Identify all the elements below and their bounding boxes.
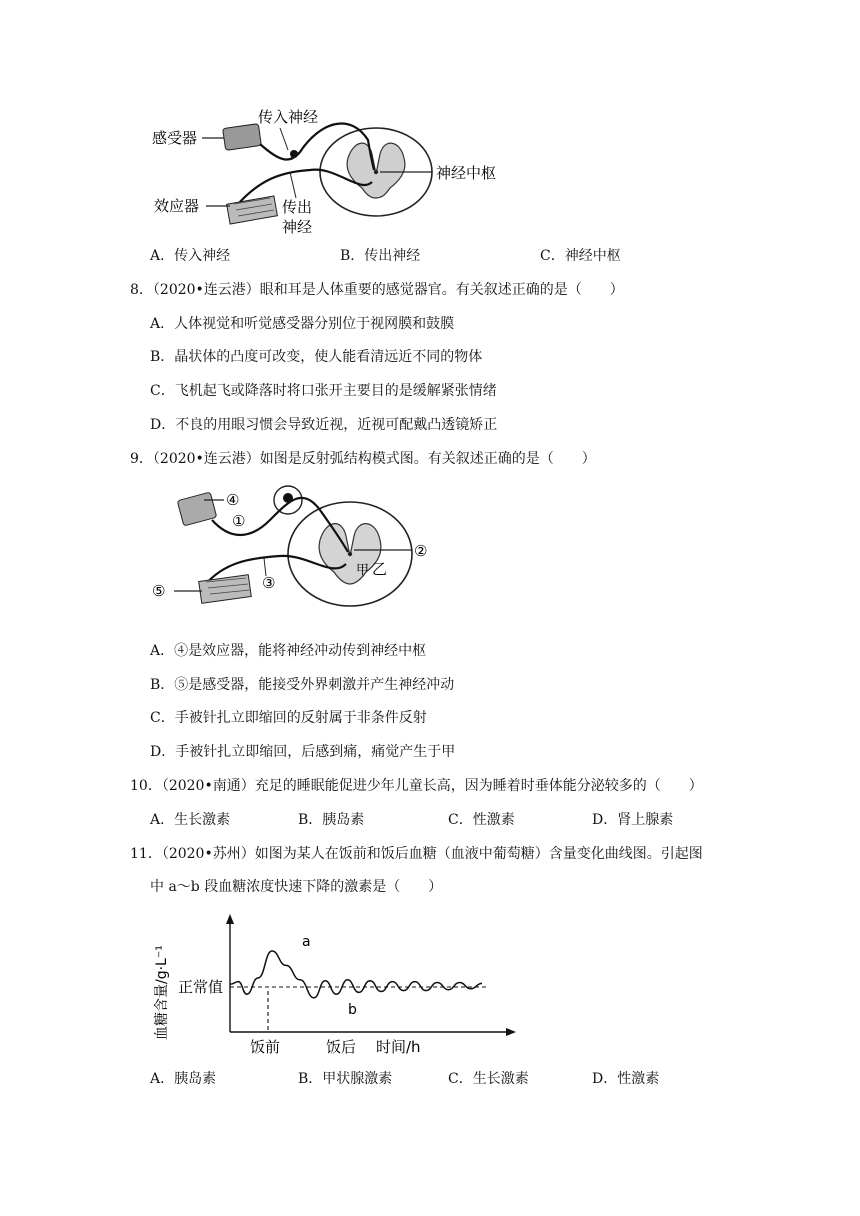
q10-option-c: C．性激素	[448, 812, 515, 828]
label-yi: 乙	[372, 560, 388, 578]
x-tick-after-meal: 饭后	[326, 1038, 357, 1056]
ganglion-dot	[290, 150, 298, 158]
efferent-pointer	[290, 172, 296, 198]
label-3: ③	[262, 574, 276, 592]
reflex-arc-figure-q9	[140, 480, 440, 610]
point-label-a: a	[302, 934, 311, 950]
label-4: ④	[226, 491, 240, 509]
label-1: ①	[232, 512, 246, 530]
q11-option-c: C．生长激素	[448, 1071, 529, 1087]
label-2: ②	[414, 542, 428, 560]
label-receptor: 感受器	[152, 129, 198, 147]
effector-shape	[227, 196, 278, 224]
q11-stem-line-1: 11．（2020•苏州）如图为某人在饭前和饭后血糖（血液中葡萄糖）含量变化曲线图。引起图	[130, 846, 703, 862]
q8-option-b: B．晶状体的凸度可改变，使人能看清远近不同的物体	[150, 349, 483, 365]
q10-stem: 10．（2020•南通）充足的睡眠能促进少年儿童长高，因为睡着时垂体能分泌较多的（ ）	[130, 778, 703, 794]
label-effector: 效应器	[154, 197, 200, 215]
y-axis-label: 血糖含量/g·L⁻¹	[154, 945, 170, 1040]
q7-option-b: B．传出神经	[340, 248, 421, 264]
point-label-b: b	[348, 1002, 357, 1018]
q10-option-a: A．生长激素	[150, 812, 231, 828]
part-5-shape	[199, 575, 252, 604]
q9-option-a: A．④是效应器，能将神经冲动传到神经中枢	[150, 643, 427, 659]
q7-option-a: A．传入神经	[150, 248, 231, 264]
q9-option-d: D．手被针扎立即缩回，后感到痛，痛觉产生于甲	[150, 744, 456, 760]
x-axis-arrow	[506, 1028, 516, 1036]
afferent-pointer	[280, 128, 288, 150]
q10-option-d: D．肾上腺素	[592, 812, 674, 828]
q7-option-c: C．神经中枢	[540, 248, 621, 264]
q9-stem: 9．（2020•连云港）如图是反射弧结构模式图。有关叙述正确的是（ ）	[130, 451, 596, 467]
x-tick-before-meal: 饭前	[250, 1038, 281, 1056]
x-axis-label: 时间/h	[376, 1038, 421, 1056]
label-afferent: 传入神经	[258, 108, 319, 126]
blood-sugar-chart	[140, 910, 520, 1060]
series-blood-sugar	[230, 951, 482, 998]
q8-stem: 8．（2020•连云港）眼和耳是人体重要的感觉器官。有关叙述正确的是（ ）	[130, 282, 624, 298]
label-5: ⑤	[152, 582, 166, 600]
receptor-shape	[223, 124, 262, 151]
reflex-arc-figure-q7	[140, 100, 540, 242]
q8-option-a: A．人体视觉和听觉感受器分别位于视网膜和鼓膜	[150, 316, 455, 332]
central-canal	[348, 552, 352, 556]
y-axis-arrow	[226, 914, 234, 924]
label-normal-value: 正常值	[178, 978, 224, 996]
q11-option-b: B．甲状腺激素	[298, 1071, 393, 1087]
q9-option-c: C．手被针扎立即缩回的反射属于非条件反射	[150, 710, 427, 726]
q9-option-b: B．⑤是感受器，能接受外界刺激并产生神经冲动	[150, 677, 455, 693]
q8-option-d: D．不良的用眼习惯会导致近视，近视可配戴凸透镜矫正	[150, 417, 498, 433]
label-jia: 甲	[356, 563, 370, 578]
label-efferent-2: 神经	[282, 218, 313, 236]
part-4-shape	[177, 492, 217, 526]
q11-option-a: A．胰岛素	[150, 1071, 217, 1087]
q10-option-b: B．胰岛素	[298, 812, 365, 828]
q11-option-d: D．性激素	[592, 1071, 660, 1087]
label-efferent-1: 传出	[282, 198, 313, 216]
q8-option-c: C．飞机起飞或降落时将口张开主要目的是缓解紧张情绪	[150, 383, 497, 399]
central-canal	[374, 170, 378, 174]
q11-stem-line-2: 中 a～b 段血糖浓度快速下降的激素是（ ）	[150, 879, 443, 895]
label-center: 神经中枢	[436, 164, 497, 182]
